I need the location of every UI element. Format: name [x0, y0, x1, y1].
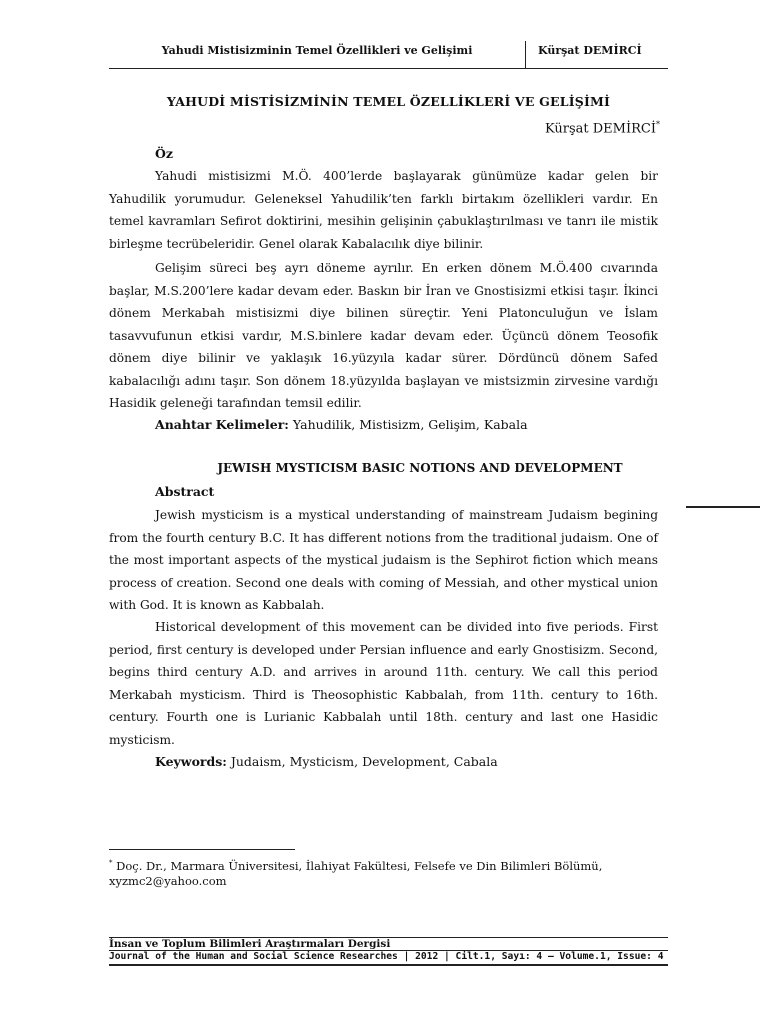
running-header-author: Kürşat DEMİRCİ [538, 44, 642, 57]
oz-heading: Öz [155, 146, 173, 161]
oz-keywords [155, 417, 528, 432]
footnote-text: Doç. Dr., Marmara Üniversitesi, İlahiyat Fakültesi, Felsefe ve Din Bilimleri Bölümü, xyzmc2@yahoo.com [109, 858, 603, 888]
article-title: YAHUDİ MİSTİSİZMİNİN TEMEL ÖZELLİKLERİ VE GELİŞİMİ [166, 94, 611, 109]
author-footnote-mark: * [656, 120, 660, 129]
footer-rule-bottom [109, 964, 668, 966]
author-name: Kürşat DEMİRCİ [544, 121, 656, 137]
article-author [545, 120, 660, 136]
footer-journal-en: Journal of the Human and Social Science Researches | 2012 | Cilt.1, Sayı: 4 – Volume.1, Issue: 4 [109, 951, 664, 962]
footnote-rule [109, 849, 295, 850]
footer-journal-tr: İnsan ve Toplum Bilimleri Araştırmaları Dergisi [109, 938, 391, 950]
abstract-paragraph-1: Jewish mysticism is a mystical understanding of mainstream Judaism begining from the fourth century B.C. It has different notions from the traditional judaism. One of the most important aspects of the mystical judaism is the Sephirot fiction which means process of creation. Second one deals with coming of Messiah, and other mystical union with God. It is known as Kabbalah. [109, 508, 658, 612]
abstract-heading: Abstract [155, 484, 215, 499]
english-title: JEWISH MYSTICISM BASIC NOTIONS AND DEVELOPMENT [217, 461, 623, 475]
footnote-mark: * [109, 859, 113, 867]
oz-paragraph-1: Yahudi mistisizmi M.Ö. 400’lerde başlayarak günümüze kadar gelen bir Yahudilik yorumudur. Geleneksel Yahudilik’ten farklı birtakım özellikleri vardır. En temel kavramları Sefirot doktirini, mesihin gelişinin çabuklaştırılması ve tanrı ile mistik birleşme tecrübeleridir. Genel olarak Kabalacılık diye bilinir. [109, 169, 658, 251]
margin-rule [686, 506, 760, 508]
abstract-keywords-text: Judaism, Mysticism, Development, Cabala [226, 754, 498, 769]
oz-paragraph-2: Gelişim süreci beş ayrı döneme ayrılır. En erken dönem M.Ö.400 cıvarında başlar, M.S.200’lere kadar devam eder. Baskın bir İran ve Gnostisizmi etkisi taşır. İkinci dönem Merkabah mistisizmi diye bilinen süreçtir. Yeni Platonculuğun ve İslam tasavvufunun etkisi vardır, M.S.binlere kadar devam eder. Üçüncü dönem Teosofik dönem diye bilinir ve yaklaşık 16.yüzyıla kadar sürer. Dördüncü dönem Safed kabalacılığı adını taşır. Son dönem 18.yüzyılda başlayan ve mistsizmin zirvesine vardığı Hasidik geleneği tarafından temsil edilir. [109, 261, 658, 410]
abstract-paragraph-2: Historical development of this movement can be divided into five periods. First period, first century is developed under Persian influence and early Gnostisizm. Second, begins third century A.D. and arrives in around 11th. century. We call this period Merkabah mysticism. Third is Theosophistic Kabbalah, from 11th. century to 16th. century. Fourth one is Lurianic Kabbalah until 18th. century and last one Hasidic mysticism. [109, 620, 658, 747]
abstract-keywords-label: Keywords: [155, 754, 227, 769]
oz-keywords-label: Anahtar Kelimeler: [155, 417, 289, 432]
oz-keywords-text: Yahudilik, Mistisizm, Gelişim, Kabala [288, 417, 528, 432]
header-divider [525, 41, 526, 68]
abstract-keywords [155, 754, 498, 769]
author-footnote [109, 856, 664, 889]
running-header-title: Yahudi Mistisizminin Temel Özellikleri ve Gelişimi [161, 44, 473, 57]
